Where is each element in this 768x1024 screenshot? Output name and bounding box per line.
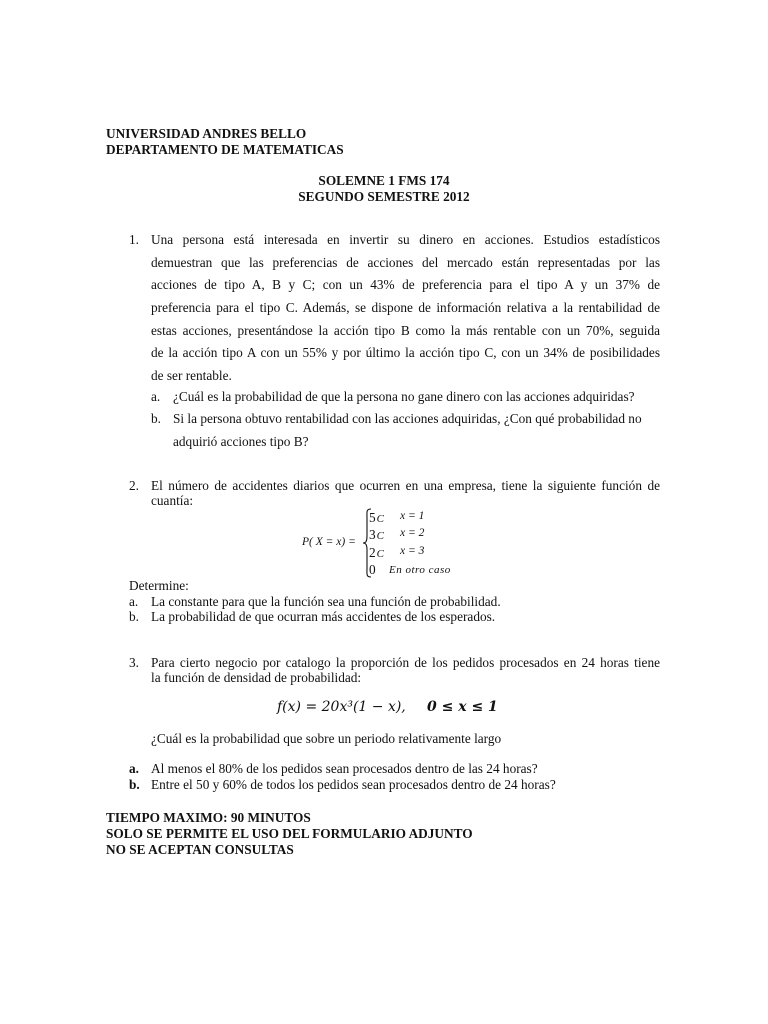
pmf-lhs: P( X = x) =	[302, 536, 356, 548]
density-formula: f(x) = 20x³(1 − x),	[277, 699, 406, 715]
q1-statement	[151, 229, 660, 388]
q2-b-text: La probabilidad de que ocurran más accidentes de los esperados.	[151, 609, 496, 624]
pmf-case-condition: x = 3	[400, 545, 425, 557]
q1-line: preferencia para el tipo C. Además, se dispone de información relativa a la rentabilidad de	[151, 300, 660, 316]
q1-line: Una persona está interesada en invertir su dinero en acciones. Estudios estadísticos	[151, 232, 660, 247]
q1-line: estas acciones, presentándose la acción tipo B como la más rentable con un 70%, seguida	[151, 322, 660, 338]
pmf-case-condition: x = 1	[400, 510, 425, 522]
pmf-case-condition: En otro caso	[389, 564, 451, 576]
pmf-case-value: 5	[369, 510, 376, 525]
q2-determine: Determine:	[129, 578, 189, 593]
pmf-case-value: 0	[369, 562, 376, 577]
exam-title: SOLEMNE 1 FMS 174	[318, 173, 450, 188]
time-limit: TIEMPO MAXIMO: 90 MINUTOS	[106, 810, 311, 825]
q2-line2: cuantía:	[151, 493, 194, 508]
q1-line: demuestran que las preferencias de acciones del mercado están representadas por las	[151, 254, 660, 270]
university-name: UNIVERSIDAD ANDRES BELLO	[106, 126, 307, 141]
q2-a-letter: a.	[129, 594, 139, 609]
density-domain: 0 ≤ x ≤ 1	[427, 699, 498, 715]
q1-b-text-line1: Si la persona obtuvo rentabilidad con las acciones adquiridas, ¿Con qué probabilidad no	[173, 411, 642, 426]
q1-line: acciones de tipo A, B y C; con un 43% de preferencia para el tipo A y un 37% de	[151, 277, 660, 293]
pmf-case-row	[369, 545, 425, 561]
q3-number: 3.	[129, 655, 139, 670]
department-name: DEPARTAMENTO DE MATEMATICAS	[106, 142, 344, 157]
pmf-case-row	[369, 562, 451, 578]
q3-line1: Para cierto negocio por catalogo la proporción de los pedidos procesados en 24 horas tiene	[151, 655, 660, 670]
pmf-case-value: 2	[369, 545, 376, 560]
q1-a-text: ¿Cuál es la probabilidad de que la persona no gane dinero con las acciones adquiridas?	[173, 389, 635, 404]
q1-b-text-line2: adquirió acciones tipo B?	[173, 434, 309, 449]
q3-b-letter: b.	[129, 777, 140, 792]
q3-b-text: Entre el 50 y 60% de todos los pedidos sean procesados dentro de 24 horas?	[151, 777, 556, 792]
q1-line: de ser rentable.	[151, 368, 232, 384]
pmf-case-condition: x = 2	[400, 527, 425, 539]
pmf-case-constant: C	[376, 548, 384, 560]
q2-number: 2.	[129, 478, 139, 493]
q2-line1: El número de accidentes diarios que ocurren en una empresa, tiene la siguiente función de	[151, 478, 660, 493]
q1-a-letter: a.	[151, 389, 161, 404]
pmf-case-value: 3	[369, 527, 376, 542]
q3-a-text: Al menos el 80% de los pedidos sean procesados dentro de las 24 horas?	[151, 761, 538, 776]
q2-b-letter: b.	[129, 609, 139, 624]
q2-a-text: La constante para que la función sea una función de probabilidad.	[151, 594, 501, 609]
pmf-case-constant: C	[376, 513, 384, 525]
consultas-notice: NO SE ACEPTAN CONSULTAS	[106, 842, 294, 857]
q3-line2: la función de densidad de probabilidad:	[151, 670, 362, 685]
pmf-case-row	[369, 527, 425, 543]
pmf-case-constant: C	[376, 530, 384, 542]
formulario-notice: SOLO SE PERMITE EL USO DEL FORMULARIO ADJUNTO	[106, 826, 473, 841]
q1-number: 1.	[129, 232, 139, 247]
pmf-case-row	[369, 510, 425, 526]
q1-b-letter: b.	[151, 411, 161, 426]
q3-a-letter: a.	[129, 761, 139, 776]
exam-semester: SEGUNDO SEMESTRE 2012	[298, 189, 470, 204]
q1-line: de la acción tipo A con un 55% y por último la acción tipo C, con un 34% de posibilidades	[151, 345, 660, 361]
q3-question: ¿Cuál es la probabilidad que sobre un periodo relativamente largo	[151, 731, 502, 746]
